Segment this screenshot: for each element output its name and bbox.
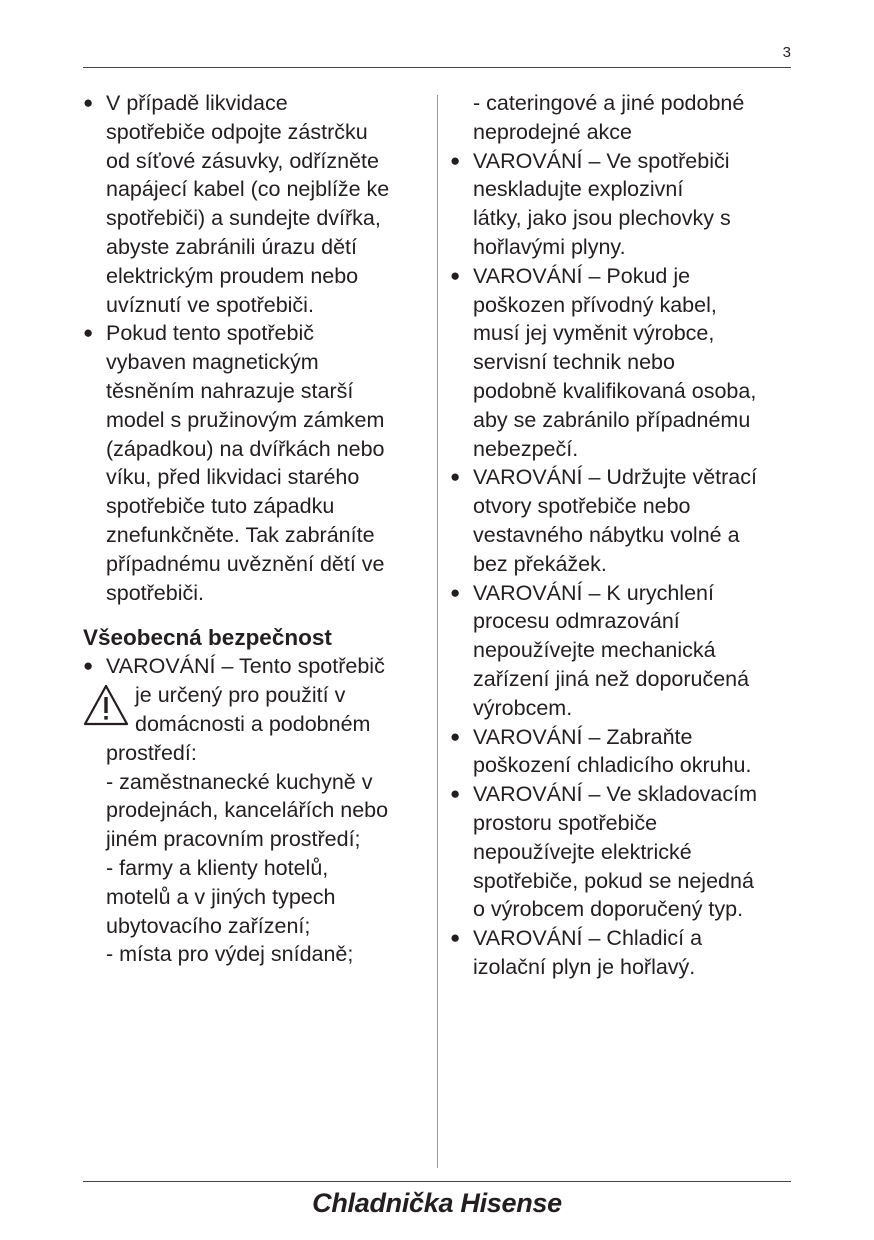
header-rule: [83, 67, 791, 68]
text-line: je určený pro použití v: [135, 683, 346, 708]
text-line: (západkou) na dvířkách nebo: [106, 436, 385, 461]
warning-continuation: [83, 739, 428, 969]
footer-rule: [83, 1181, 791, 1182]
text-line: neskladujte explozivní: [473, 177, 684, 202]
text-line: otvory spotřebiče nebo: [473, 494, 691, 519]
text-line: - farmy a klienty hotelů,: [106, 855, 329, 880]
text-line: poškozen přívodný kabel,: [473, 292, 717, 317]
text-line: spotřebiče, pokud se nejedná: [473, 868, 754, 893]
text-line: - cateringové a jiné podobné: [473, 91, 745, 115]
text-line: spotřebiče odpojte zástrčku: [106, 119, 368, 144]
text-line: elektrickým proudem nebo: [106, 263, 359, 288]
text-line: ● VAROVÁNÍ – Tento spotřebič: [106, 654, 385, 679]
text-line: ● VAROVÁNÍ – Ve skladovacím: [473, 782, 757, 807]
text-line: ● V případě likvidace: [106, 91, 288, 115]
text-line: izolační plyn je hořlavý.: [473, 954, 696, 979]
left-column: [83, 89, 428, 969]
warning-triangle-icon: [83, 684, 129, 726]
text-line: ● Pokud tento spotřebič: [106, 321, 314, 346]
bullet-item-electrical-appliances-warning: [450, 780, 795, 924]
text-line: podobně kvalifikovaná osoba,: [473, 378, 757, 403]
right-column: [450, 89, 795, 982]
warning-block: [83, 681, 428, 739]
bullet-item-refrigerant-circuit-warning: [450, 723, 795, 781]
text-line: musí jej vyměnit výrobce,: [473, 321, 715, 346]
text-line: víku, před likvidaci starého: [106, 465, 360, 490]
bullet-item-ventilation-warning: [450, 463, 795, 578]
text-line: prostoru spotřebiče: [473, 810, 658, 835]
text-line: spotřebiče tuto západku: [106, 494, 335, 519]
text-line: spotřebiči.: [106, 580, 204, 605]
text-line: ● VAROVÁNÍ – Zabraňte: [473, 724, 693, 749]
text-line: - zaměstnanecké kuchyně v: [106, 769, 373, 794]
text-line: nebezpečí.: [473, 436, 579, 461]
text-line: ● VAROVÁNÍ – Ve spotřebiči: [473, 148, 730, 173]
text-line: napájecí kabel (co nejblíže ke: [106, 177, 390, 202]
list-continuation: [450, 89, 795, 147]
text-line: spotřebiči) a sundejte dvířka,: [106, 206, 381, 231]
text-line: ● VAROVÁNÍ – Udržujte větrací: [473, 465, 757, 490]
text-line: domácnosti a podobném: [135, 711, 371, 736]
text-line: aby se zabránilo případnému: [473, 407, 751, 432]
text-line: ● VAROVÁNÍ – Pokud je: [473, 263, 691, 288]
text-line: nepoužívejte mechanická: [473, 638, 716, 663]
text-line: prodejnách, kancelářích nebo: [106, 798, 389, 823]
section-title: Všeobecná bezpečnost: [83, 625, 332, 651]
text-line: model s pružinovým zámkem: [106, 407, 385, 432]
text-line: ● VAROVÁNÍ – K urychlení: [473, 580, 714, 605]
text-line: abyste zabránili úrazu dětí: [106, 234, 357, 259]
text-line: vestavného nábytku volné a: [473, 522, 740, 547]
text-line: neprodejné akce: [473, 119, 632, 144]
bullet-item-defrost-warning: [450, 579, 795, 723]
text-line: znefunkčněte. Tak zabráníte: [106, 522, 375, 547]
text-line: od síťové zásuvky, odřízněte: [106, 148, 379, 173]
text-line: poškození chladicího okruhu.: [473, 753, 752, 778]
text-line: bez překážek.: [473, 551, 607, 576]
page-number: 3: [782, 44, 791, 61]
text-line: prostředí:: [106, 740, 197, 765]
bullet-item-explosives-warning: [450, 147, 795, 262]
text-line: jiném pracovním prostředí;: [106, 827, 361, 852]
text-line: látky, jako jsou plechovky s: [473, 206, 731, 231]
text-line: uvíznutí ve spotřebiči.: [106, 292, 314, 317]
text-line: ubytovacího zařízení;: [106, 913, 311, 938]
text-line: výrobcem.: [473, 695, 573, 720]
text-line: hořlavými plyny.: [473, 234, 626, 259]
bullet-item-flammable-gas-warning: [450, 924, 795, 982]
bullet-item-intended-use-warning: [83, 652, 428, 681]
text-line: procesu odmrazování: [473, 609, 680, 634]
footer-title: Chladnička Hisense: [312, 1188, 562, 1218]
text-line: o výrobcem doporučený typ.: [473, 897, 744, 922]
text-line: zařízení jiná než doporučená: [473, 666, 750, 691]
column-divider: [437, 95, 438, 1168]
text-line: ● VAROVÁNÍ – Chladicí a: [473, 926, 703, 951]
bullet-item-disposal: [83, 89, 428, 319]
text-line: servisní technik nebo: [473, 350, 675, 375]
bullet-item-cable-warning: [450, 262, 795, 464]
text-line: případnému uvěznění dětí ve: [106, 551, 385, 576]
bullet-item-magnetic-seal: [83, 319, 428, 607]
text-line: vybaven magnetickým: [106, 350, 319, 375]
text-line: - místa pro výdej snídaně;: [106, 942, 354, 967]
text-line: těsněním nahrazuje starší: [106, 378, 354, 403]
text-line: nepoužívejte elektrické: [473, 839, 692, 864]
text-line: motelů a v jiných typech: [106, 884, 336, 909]
